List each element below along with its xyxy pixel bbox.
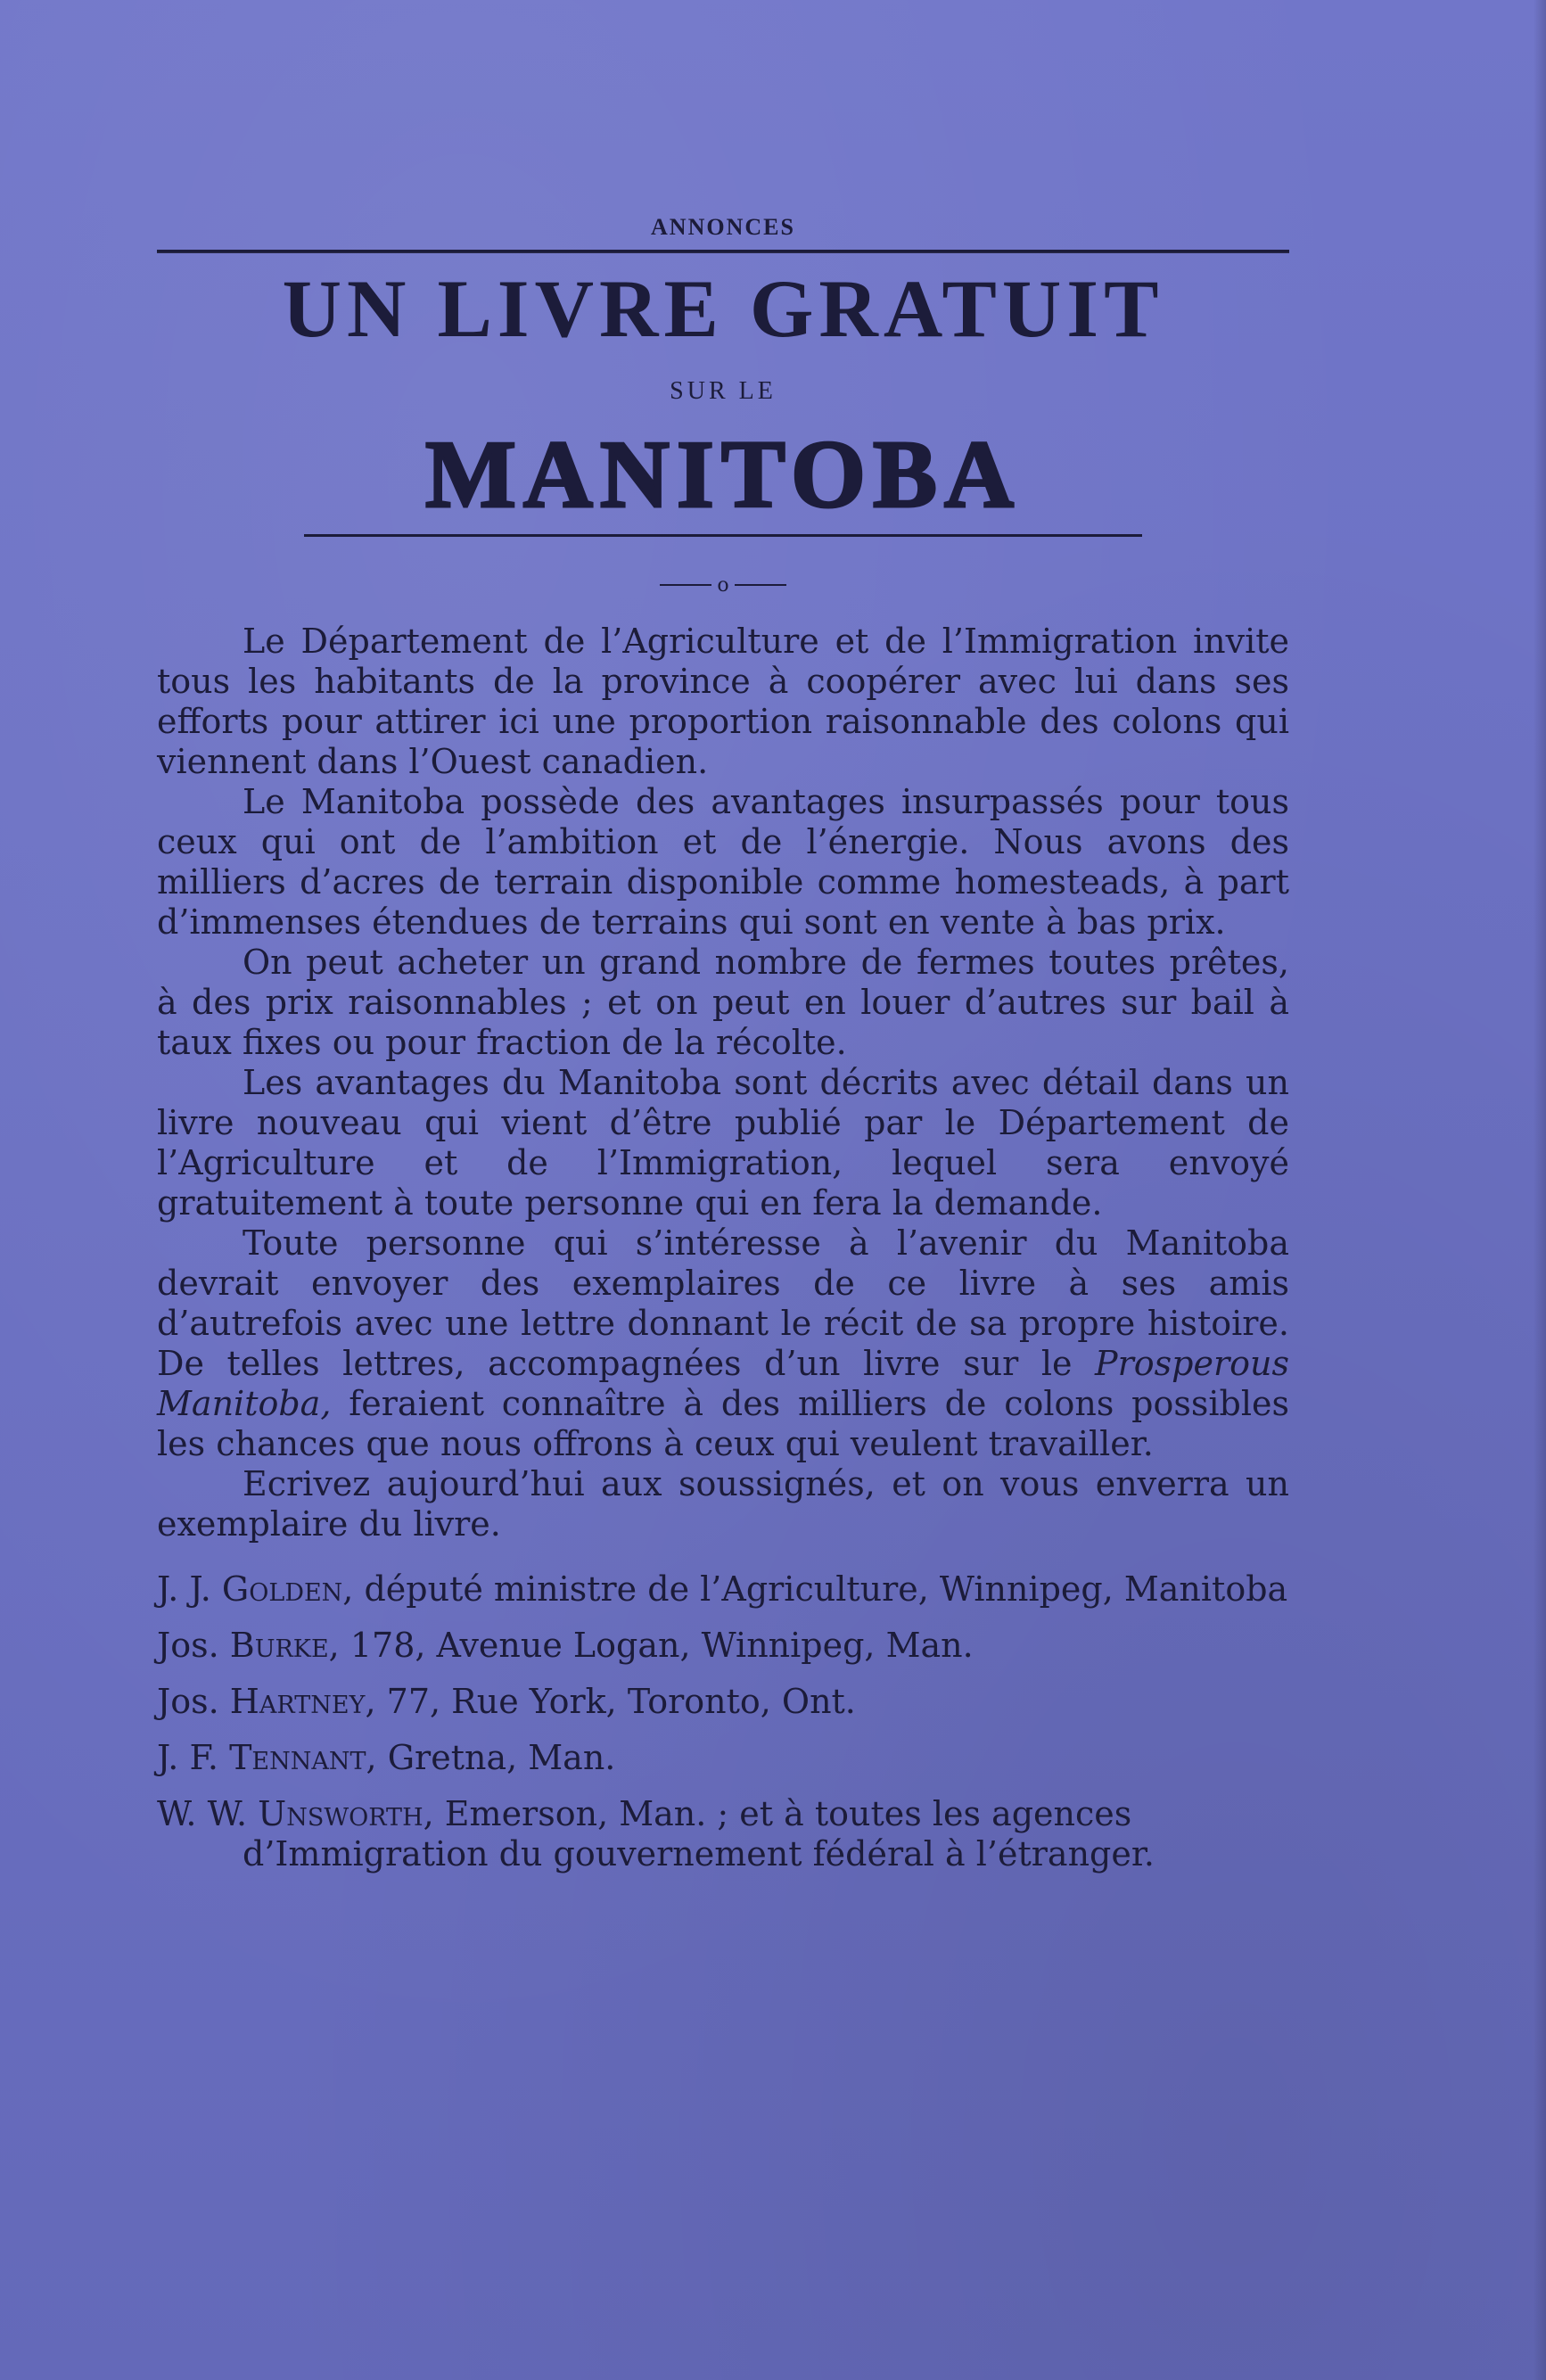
contact-name: Tennant, xyxy=(229,1737,377,1777)
contact-entry xyxy=(157,1738,1289,1778)
contact-entry xyxy=(157,1626,1289,1666)
divider-dash-left xyxy=(660,584,711,586)
contact-details: 178, Avenue Logan, Winnipeg, Man. xyxy=(349,1625,974,1665)
paragraph: Les avantages du Manitoba sont décrits avec détail dans un livre nouveau qui vient d’être publié par le Département de l’Agriculture et de l’Immigration, lequel sera envoyé gratuitement à toute personne qui en fera la demande. xyxy=(157,1062,1289,1223)
contact-details: Gretna, Man. xyxy=(387,1737,616,1777)
contact-initials: Jos. xyxy=(157,1625,219,1665)
paragraph: Ecrivez aujourd’hui aux soussignés, et on vous enverra un exemplaire du livre. xyxy=(157,1463,1289,1544)
contact-details: Emerson, Man. ; et à toutes les agences d’Immigration du gouvernement fédéral à l’étranger. xyxy=(243,1793,1155,1874)
paragraph-text: Toute personne qui s’intéresse à l’avenir du Manitoba devrait envoyer des exemplaires de ce livre à ses amis d’autrefois avec une lettre donnant le récit de sa propre histoire. De telles lettres, accompagnées d’un livre sur le xyxy=(157,1223,1289,1383)
divider-dash-right xyxy=(735,584,786,586)
contact-entry xyxy=(157,1682,1289,1722)
paragraph: Le Manitoba possède des avantages insurpassés pour tous ceux qui ont de l’ambition et de l’énergie. Nous avons des milliers d’acres de terrain disponible comme homesteads, à part d’immenses étendues de terrains qui sont en vente à bas prix. xyxy=(157,781,1289,942)
advertisement-content xyxy=(157,214,1289,1890)
contact-name: Hartney, xyxy=(229,1681,376,1721)
contact-initials: W. W. xyxy=(157,1793,248,1833)
title-main: MANITOBA xyxy=(424,421,1022,528)
contact-initials: J. F. xyxy=(157,1737,218,1777)
paragraph xyxy=(157,1223,1289,1464)
ornament-divider xyxy=(157,574,1289,597)
title-subtitle: SUR LE xyxy=(670,376,777,405)
header-label: ANNONCES xyxy=(651,214,795,240)
contact-name: Unsworth, xyxy=(258,1793,434,1833)
page-edge xyxy=(1534,0,1546,2380)
contact-name: Golden, xyxy=(221,1569,354,1609)
body-text xyxy=(157,622,1289,1544)
book-title: Prosperous Manitoba, xyxy=(157,1343,1289,1423)
paragraph: On peut acheter un grand nombre de fermes toutes prêtes, à des prix raisonnables ; et on peut en louer d’autres sur bail à taux fixes ou pour fraction de la récolte. xyxy=(157,942,1289,1062)
paragraph: Le Département de l’Agriculture et de l’Immigration invite tous les habitants de la province à coopérer avec lui dans ses efforts pour attirer ici une proportion raisonnable des colons qui viennent dans l’Ouest canadien. xyxy=(157,621,1289,781)
contact-name: Burke, xyxy=(229,1625,340,1665)
title-underline xyxy=(304,534,1142,537)
header-rule xyxy=(157,250,1289,253)
contact-details: 77, Rue York, Toronto, Ont. xyxy=(386,1681,856,1721)
paragraph-text: feraient connaître à des milliers de colons possibles les chances que nous offrons à ceux qui veulent travailler. xyxy=(157,1383,1289,1463)
contact-initials: J. J. xyxy=(157,1569,211,1609)
contact-details: député ministre de l’Agriculture, Winnipeg, Manitoba xyxy=(364,1569,1288,1609)
title-line: UN LIVRE GRATUIT xyxy=(282,263,1164,354)
contact-entry xyxy=(157,1569,1289,1610)
contact-entry xyxy=(157,1794,1289,1874)
contact-list xyxy=(157,1569,1289,1874)
contact-initials: Jos. xyxy=(157,1681,219,1721)
divider-ornament: o xyxy=(717,573,729,597)
